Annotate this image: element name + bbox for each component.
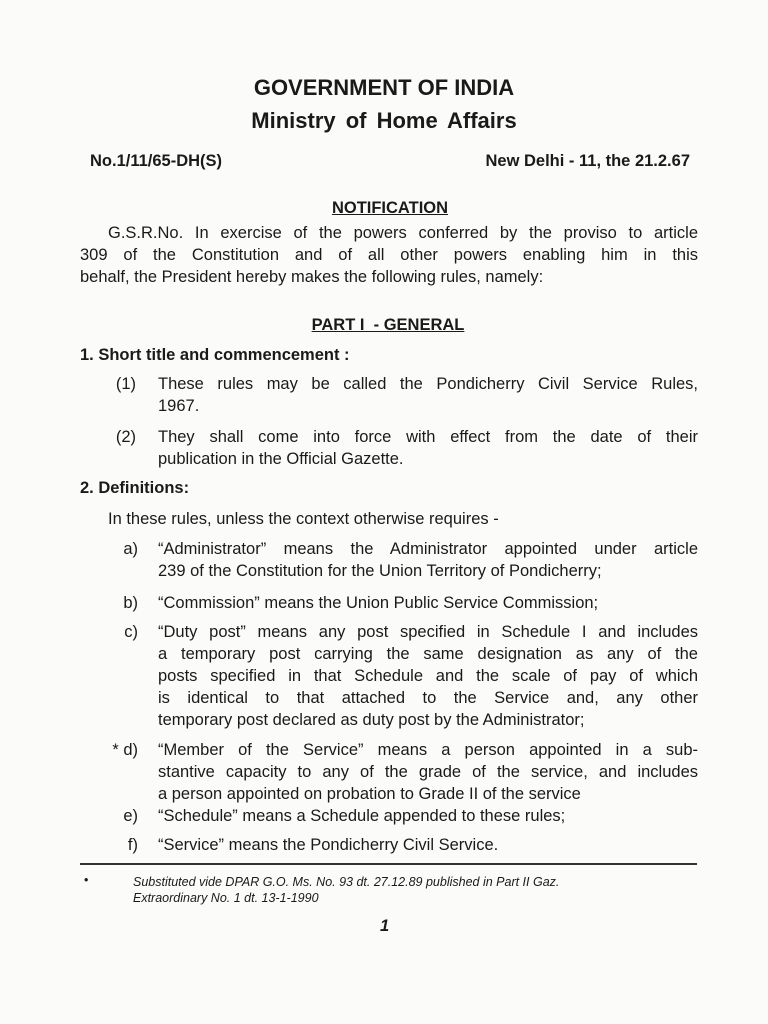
item-text-line: a person appointed on probation to Grade II of the service — [158, 785, 581, 803]
item-text-line: 239 of the Constitution for the Union Territory of Pondicherry; — [158, 562, 602, 580]
footnote-marker: • — [84, 873, 89, 887]
item-text-line: 1967. — [158, 397, 200, 415]
footnote-divider — [80, 863, 697, 865]
item-label: (2) — [115, 428, 136, 446]
item-label: f) — [127, 836, 138, 854]
item-label: c) — [124, 623, 138, 641]
item-text-line: “Administrator” means the Administrator appointed under article — [158, 540, 698, 558]
section-2-intro: In these rules, unless the context otherwise requires - — [108, 510, 499, 528]
ministry-name: Ministry of Home Affairs — [251, 108, 517, 133]
item-label: e) — [123, 807, 138, 825]
notification-line: behalf, the President hereby makes the following rules, namely: — [80, 268, 544, 286]
part-heading: PART I - GENERAL — [311, 316, 465, 334]
reference-number: No.1/11/65-DH(S) — [90, 152, 223, 170]
item-text-line: They shall come into force with effect from the date of their — [158, 428, 698, 446]
item-text-line: publication in the Official Gazette. — [158, 450, 404, 468]
footnote-line: Extraordinary No. 1 dt. 13-1-1990 — [133, 891, 319, 905]
section-2-heading: 2. Definitions: — [80, 479, 190, 497]
item-text-line: “Service” means the Pondicherry Civil Service. — [158, 836, 499, 854]
item-label: (1) — [115, 375, 136, 393]
notification-line: G.S.R.No. In exercise of the powers conferred by the proviso to article — [108, 224, 698, 242]
item-text-line: “Schedule” means a Schedule appended to these rules; — [158, 807, 566, 825]
item-text-line: These rules may be called the Pondicherry Civil Service Rules, — [158, 375, 698, 393]
notification-line: 309 of the Constitution and of all other powers enabling him in this — [80, 246, 698, 264]
item-label: a) — [123, 540, 138, 558]
item-label: b) — [123, 594, 138, 612]
item-text-line: “Duty post” means any post specified in Schedule I and includes — [158, 623, 698, 641]
section-1-heading: 1. Short title and commencement : — [80, 346, 350, 364]
item-text-line: “Commission” means the Union Public Service Commission; — [158, 594, 599, 612]
item-text-line: a temporary post carrying the same designation as any of the — [158, 645, 698, 663]
item-label: * d) — [112, 741, 138, 759]
item-text-line: stantive capacity to any of the grade of the service, and includes — [158, 763, 698, 781]
notification-heading: NOTIFICATION — [331, 199, 449, 217]
item-text-line: temporary post declared as duty post by the Administrator; — [158, 711, 585, 729]
item-text-line: posts specified in that Schedule and the scale of pay of which — [158, 667, 698, 685]
document-title: GOVERNMENT OF INDIA — [253, 75, 515, 100]
item-text-line: is identical to that attached to the Service and, any other — [158, 689, 698, 707]
footnote-line: Substituted vide DPAR G.O. Ms. No. 93 dt. 27.12.89 published in Part II Gaz. — [133, 875, 560, 889]
item-text-line: “Member of the Service” means a person appointed in a sub- — [158, 741, 698, 759]
page-number: 1 — [380, 917, 390, 935]
place-date: New Delhi - 11, the 21.2.67 — [485, 152, 690, 170]
